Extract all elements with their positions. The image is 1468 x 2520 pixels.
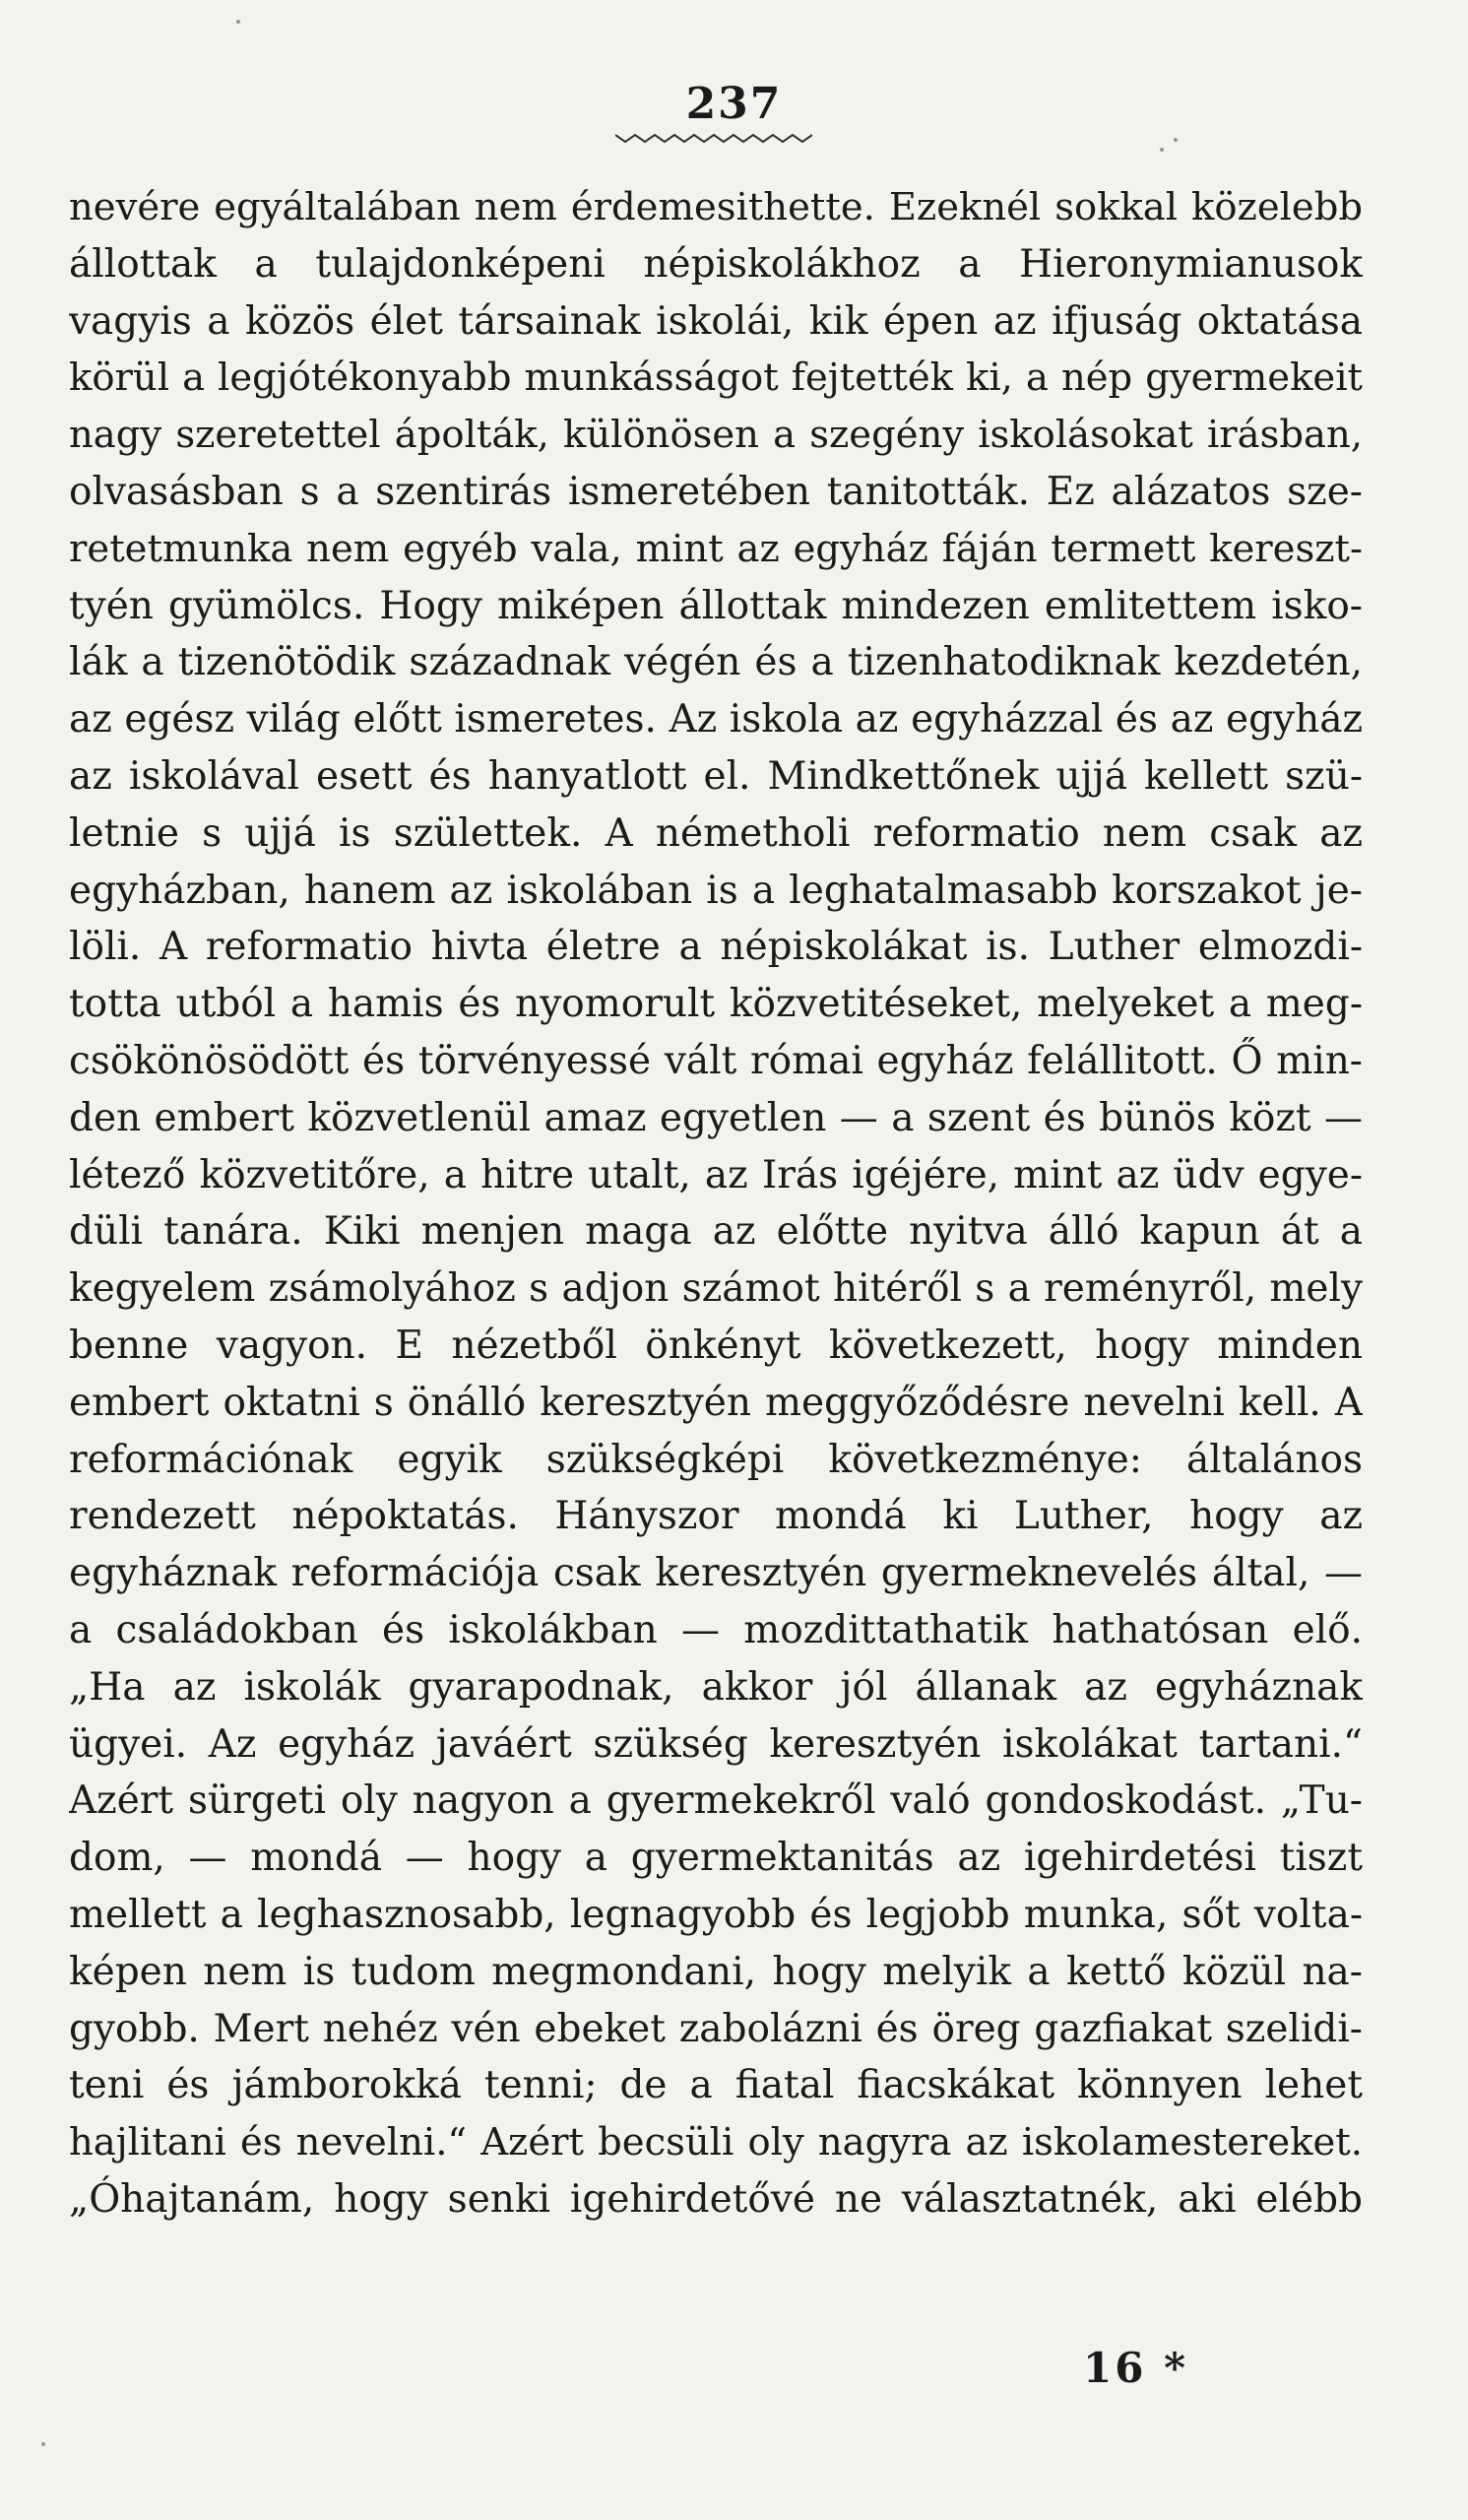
text-line: „Ha az iskolák gyarapodnak, akkor jól állanak az egyháznak <box>69 1664 1363 1710</box>
text-line: nevére egyáltalában nem érdemesithette. Ezeknél sokkal közelebb <box>69 185 1363 229</box>
text-line: ügyei. Az egyház javáért szükség keresztyén iskolákat tartani.“ <box>69 1721 1363 1767</box>
text-line: egyházban, hanem az iskolában is a leghatalmasabb korszakot je- <box>69 868 1363 913</box>
text-line: olvasásban s a szentirás ismeretében tanitották. Ez alázatos sze- <box>69 469 1363 514</box>
text-line: rendezett népoktatás. Hányszor mondá ki Luther, hogy az <box>69 1494 1363 1539</box>
text-line: körül a legjótékonyabb munkásságot fejtették ki, a nép gyermekeit <box>69 355 1363 401</box>
text-line: képen nem is tudom megmondani, hogy melyik a kettő közül na- <box>69 1949 1363 1994</box>
text-line: letnie s ujjá is születtek. A németholi reformatio nem csak az <box>69 810 1363 856</box>
text-line: tyén gyümölcs. Hogy miképen állottak mindezen emlitettem isko- <box>69 583 1363 628</box>
text-line: reformációnak egyik szükségképi következménye: általános <box>69 1437 1363 1482</box>
text-line: hajlitani és nevelni.“ Azért becsüli oly nagyra az iskolamestereket. <box>69 2120 1363 2165</box>
text-line: a családokban és iskolákban — mozdittathatik hathatósan elő. <box>69 1607 1363 1652</box>
text-line: benne vagyon. E nézetből önkényt következett, hogy minden <box>69 1323 1363 1368</box>
text-line: düli tanára. Kiki menjen maga az előtte nyitva álló kapun át a <box>69 1209 1363 1255</box>
paper-speck <box>1174 138 1178 142</box>
text-line: embert oktatni s önálló keresztyén meggyőződésre nevelni kell. A <box>69 1380 1363 1425</box>
text-line: csökönösödött és törvényessé vált római egyház felállitott. Ő min- <box>69 1038 1363 1083</box>
text-line: den embert közvetlenül amaz egyetlen — a szent és bünös közt — <box>69 1095 1363 1140</box>
text-line: „Óhajtanám, hogy senki igehirdetővé ne választatnék, aki elébb <box>69 2176 1363 2222</box>
body-text <box>69 179 1363 2229</box>
text-line: állottak a tulajdonképeni népiskolákhoz a Hieronymianusok <box>69 241 1363 287</box>
paper-speck <box>236 20 240 24</box>
text-line: kegyelem zsámolyához s adjon számot hitéről s a reményről, mely <box>69 1266 1363 1312</box>
paper-speck <box>41 2442 45 2446</box>
page-number: 237 <box>685 79 783 129</box>
text-line: lák a tizenötödik századnak végén és a tizenhatodiknak kezdetén, <box>69 640 1363 685</box>
text-line: totta utból a hamis és nyomorult közvetitéseket, melyeket a meg- <box>69 982 1363 1027</box>
text-line: Azért sürgeti oly nagyon a gyermekekről való gondoskodást. „Tu- <box>69 1778 1363 1824</box>
text-line: egyháznak reformációja csak keresztyén gyermeknevelés által, — <box>69 1551 1363 1596</box>
text-line: retetmunka nem egyéb vala, mint az egyház fáján termett kereszt- <box>69 526 1363 571</box>
text-line: teni és jámborokká tenni; de a fiatal fiacskákat könnyen lehet <box>69 2063 1363 2108</box>
text-line: mellett a leghasznosabb, legnagyobb és legjobb munka, sőt volta- <box>69 1892 1363 1937</box>
text-line: dom, — mondá — hogy a gyermektanitás az igehirdetési tiszt <box>69 1836 1363 1881</box>
text-line: gyobb. Mert nehéz vén ebeket zabolázni és öreg gazfiakat szelidi- <box>69 2006 1363 2051</box>
text-line: nagy szeretettel ápolták, különösen a szegény iskolásokat irásban, <box>69 413 1363 458</box>
printer-signature-mark: 16 * <box>1083 2344 1189 2392</box>
text-line: löli. A reformatio hivta életre a népiskolákat is. Luther elmozdi- <box>69 925 1363 970</box>
text-line: létező közvetitőre, a hitre utalt, az Irás igéjére, mint az üdv egye- <box>69 1152 1363 1197</box>
text-line: az egész világ előtt ismeretes. Az iskola az egyházzal és az egyház <box>69 697 1363 743</box>
ornamental-rule <box>615 131 812 145</box>
paper-speck <box>1160 148 1164 152</box>
text-line: vagyis a közös élet társainak iskolái, kik épen az ifjuság oktatása <box>69 298 1363 344</box>
text-line: az iskolával esett és hanyatlott el. Mindkettőnek ujjá kellett szü- <box>69 753 1363 799</box>
